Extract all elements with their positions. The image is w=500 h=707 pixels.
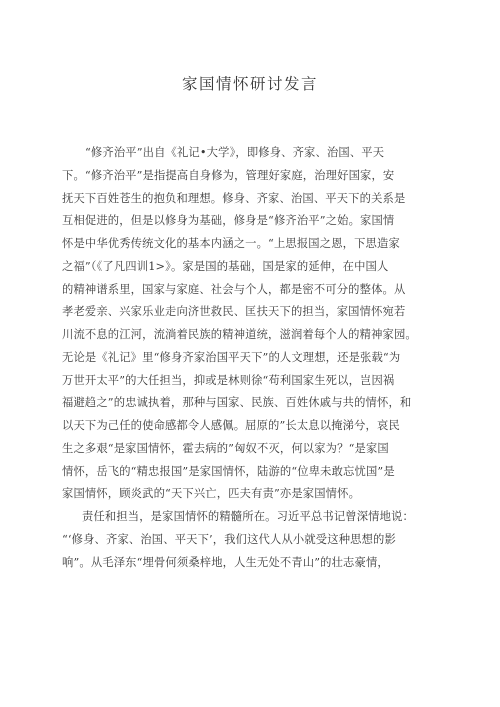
page-title: 家国情怀研讨发言 xyxy=(181,75,318,93)
paragraph-line: 抚天下百姓苍生的抱负和理想。修身、齐家、治国、平天下的关系是 xyxy=(62,191,406,205)
paragraph-line: 以天下为己任的使命感都令人感佩。屈原的”长太息以掩涕兮，哀民 xyxy=(62,419,400,432)
paragraph-line: 福避趋之”的忠诚执着，那种与国家、民族、百姓休戚与共的情怀，和 xyxy=(62,396,412,410)
paragraph-line: 怀是中华优秀传统文化的基本内涵之一。“上思报国之恩，下思造家 xyxy=(62,237,400,250)
paragraph-line: 孝老爱亲、兴家乐业走向济世救民、匡扶天下的担当，家国情怀宛若 xyxy=(62,305,406,319)
paragraph-line: 互相促进的，但是以修身为基础，修身是“修齐治平”之始。家国情 xyxy=(62,214,395,228)
paragraph-line: “‘修身、齐家、治国、平天下’，我们这代人从小就受这种思想的影 xyxy=(62,532,396,546)
paragraph-line: 之福”（《了凡四训1>》。家是国的基础，国是家的延伸，在中国人 xyxy=(62,259,389,273)
paragraph-line: 生之多艰“是家国情怀，霍去病的”匈奴不灭，何以家为？“是家国 xyxy=(62,441,389,455)
paragraph-line: 情怀，岳飞的“精忠报国”是家国情怀，陆游的“位卑未敢忘忧国”是 xyxy=(62,464,395,478)
paragraph-line: 无论是《礼记》里“修身齐家治国平天下”的人文理想，还是张载“为 xyxy=(62,350,401,364)
paragraph-line: 下。“修齐治平”是指提高自身修为，管理好家庭，治理好国家，安 xyxy=(62,168,395,182)
paragraph-line: 家国情怀，顾炎武的“天下兴亡，匹夫有责”亦是家国情怀。 xyxy=(62,487,361,501)
paragraph-line: 责任和担当，是家国情怀的精髓所在。习近平总书记曾深情地说： xyxy=(82,510,414,523)
body-text xyxy=(62,142,439,574)
paragraph-line: “修齐治平”出自《礼记•大学》，即修身、齐家、治国、平天 xyxy=(85,146,385,159)
paragraph-line: 万世开太平”的大任担当，抑或是林则徐“苟利国家生死以，岂因祸 xyxy=(62,373,395,387)
paragraph-line: 的精神谱系里，国家与家庭、社会与个人，都是密不可分的整体。从 xyxy=(62,282,406,296)
paragraph-line: 川流不息的江河，流淌着民族的精神道统，滋润着每个人的精神家园。 xyxy=(62,328,417,341)
paragraph-line: 响”。从毛泽东“埋骨何须桑梓地，人生无处不青山”的壮志豪情， xyxy=(62,555,389,569)
